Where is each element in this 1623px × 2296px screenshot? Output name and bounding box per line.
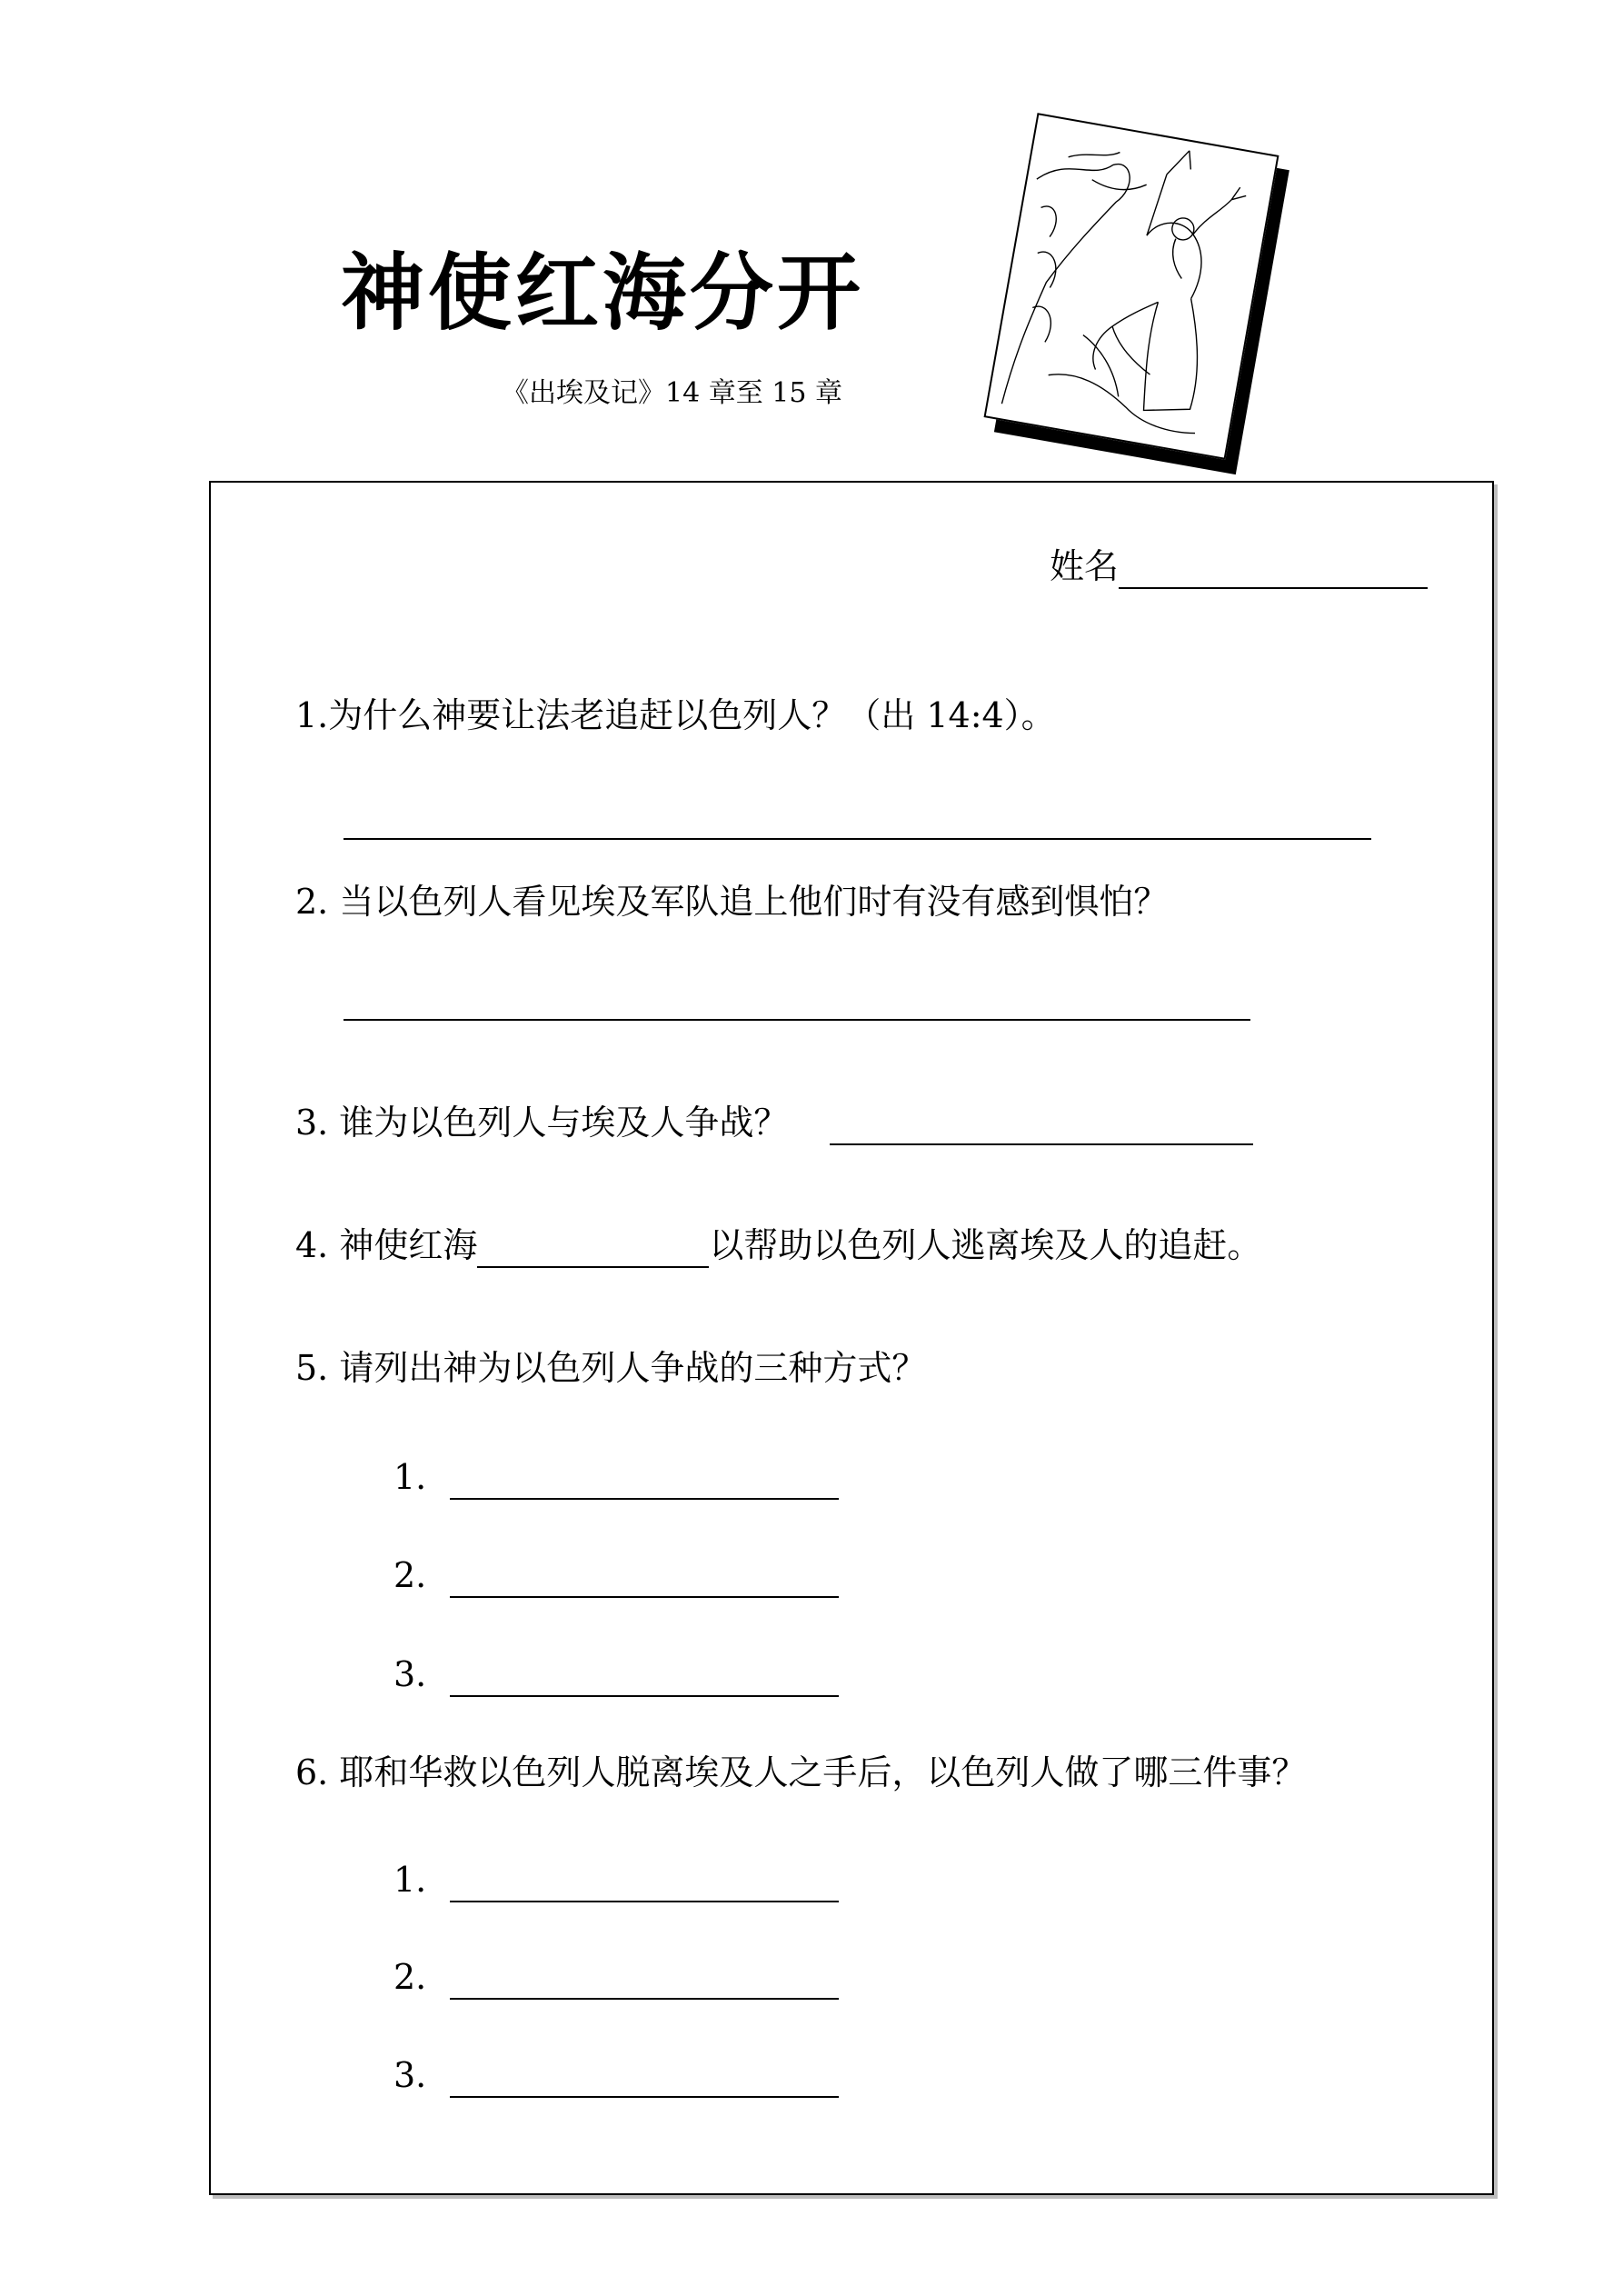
illustration-card (984, 113, 1279, 460)
question-6-item-3-line[interactable] (450, 2060, 839, 2098)
question-2 (295, 879, 1168, 924)
question-2-answer-line[interactable] (344, 1019, 1250, 1021)
question-5 (295, 1345, 926, 1391)
question-1-text: 1.为什么神要让法老追赶以色列人？（出 14:4）。 (295, 695, 1056, 735)
question-5-item-2 (393, 1552, 839, 1598)
question-5-item-1 (393, 1454, 839, 1500)
question-6-item-1 (393, 1857, 839, 1902)
scripture-reference: 《出埃及记》14 章至 15 章 (502, 377, 842, 409)
question-6-item-3 (393, 2052, 839, 2098)
question-5-item-2-number: 2. (393, 1555, 427, 1595)
question-4 (295, 1223, 1261, 1268)
question-4-text-before: 4. 神使红海 (295, 1225, 478, 1265)
question-3 (295, 1100, 1253, 1145)
question-5-item-3-number: 3. (393, 1654, 427, 1694)
question-6-text: 6. 耶和华救以色列人脱离埃及人之手后，以色列人做了哪三件事？ (295, 1752, 1307, 1792)
question-5-item-2-line[interactable] (450, 1560, 839, 1598)
question-5-item-3-line[interactable] (450, 1659, 839, 1697)
question-6-item-2-line[interactable] (450, 1962, 839, 2000)
question-1-answer-line[interactable] (344, 838, 1371, 840)
question-4-text-after: 以帮助以色列人逃离埃及人的追赶。 (709, 1225, 1262, 1265)
question-4-blank[interactable] (477, 1230, 709, 1268)
question-5-item-1-number: 1. (393, 1457, 427, 1497)
name-input-line[interactable] (1119, 551, 1428, 589)
name-field (1050, 544, 1428, 589)
worksheet-title: 神使红海分开 (341, 245, 865, 342)
question-6-item-3-number: 3. (393, 2055, 427, 2095)
name-label: 姓名 (1050, 546, 1120, 586)
question-3-text: 3. 谁为以色列人与埃及人争战？ (295, 1103, 789, 1143)
question-2-text: 2. 当以色列人看见埃及军队追上他们时有没有感到惧怕？ (295, 882, 1169, 922)
question-5-item-1-line[interactable] (450, 1462, 839, 1500)
question-6-item-2-number: 2. (393, 1957, 427, 1997)
question-1 (295, 693, 1056, 738)
question-6-item-1-number: 1. (393, 1860, 427, 1900)
question-5-item-3 (393, 1652, 839, 1697)
question-6-item-1-line[interactable] (450, 1864, 839, 1902)
question-3-answer-line[interactable] (830, 1107, 1253, 1145)
question-6 (295, 1750, 1306, 1795)
question-6-item-2 (393, 1954, 839, 2000)
question-5-text: 5. 请列出神为以色列人争战的三种方式？ (295, 1348, 927, 1388)
